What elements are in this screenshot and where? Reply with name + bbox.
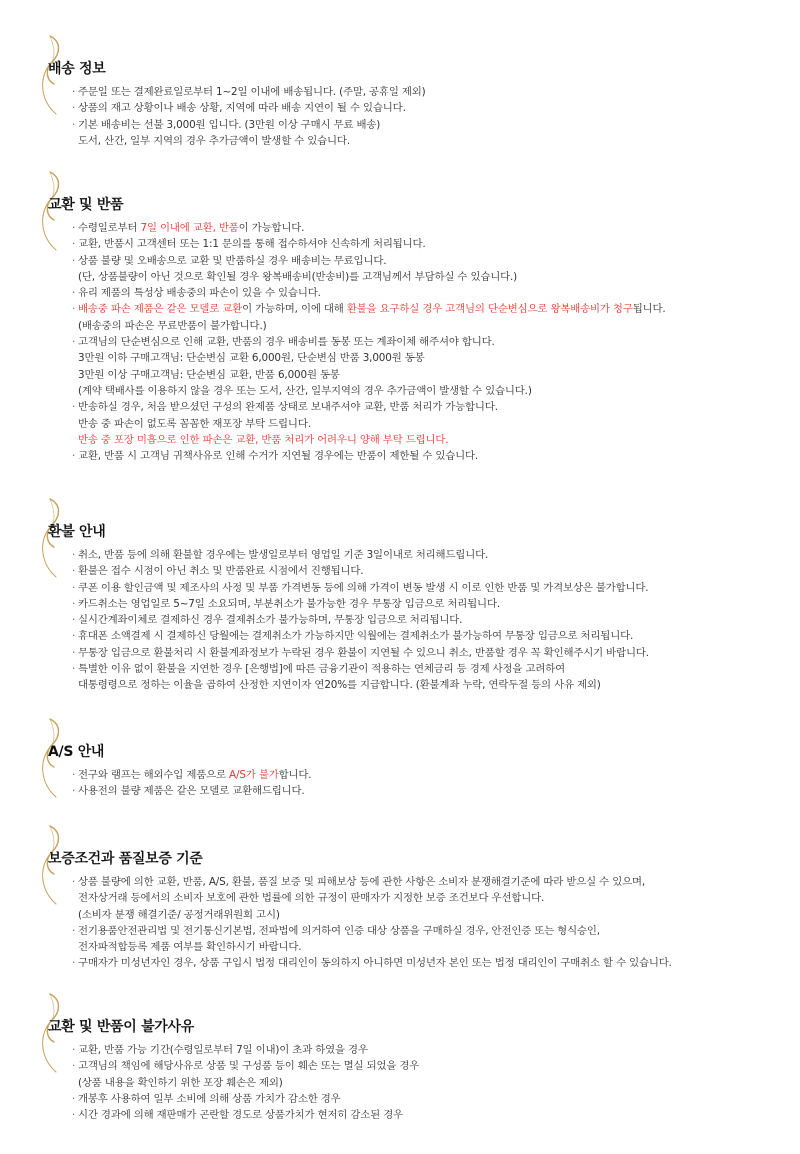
item-line (78, 563, 649, 579)
item-text: 기본 배송비는 선불 3,000원 입니다. (3만원 이상 구매시 무료 배송) (78, 118, 381, 131)
item-text: 반송 중 파손이 없도록 꼼꼼한 재포장 부탁 드립니다. (78, 417, 311, 430)
item-line (78, 767, 311, 783)
list-item (72, 767, 312, 783)
bullet-icon: · (72, 614, 76, 627)
item-line (78, 628, 649, 644)
list-item (72, 334, 666, 399)
list-item (72, 580, 649, 596)
bullet-icon: · (72, 646, 76, 659)
item-line (78, 939, 672, 955)
item-text: (계약 택배사를 이용하지 않을 경우 또는 도서, 산간, 일부지역의 경우 추가금액이 발생할 수 있습니다.) (78, 384, 532, 397)
section-list (72, 767, 312, 800)
item-text: 유리 제품의 특성상 배송중의 파손이 있을 수 있습니다. (78, 287, 321, 300)
list-item (72, 253, 666, 286)
list-item (72, 399, 666, 448)
bullet-icon: · (72, 401, 76, 414)
item-text: (소비자 분쟁 해결기준/ 공정거래위원회 고시) (78, 908, 280, 921)
item-text: 주문일 또는 결제완료일로부터 1~2일 이내에 배송됩니다. (주말, 공휴일 제외) (78, 86, 426, 98)
item-text: 반송하실 경우, 처음 받으셨던 구성의 완제품 상태로 보내주셔야 교환, 반품 처리가 가능합니다. (78, 401, 498, 414)
bullet-icon: · (72, 785, 76, 798)
list-item (72, 874, 672, 923)
item-text: 실시간계좌이체로 결제하신 경우 결제취소가 불가능하며, 무통장 입금으로 처리됩니다. (78, 614, 463, 627)
item-text: 고객님의 단순변심으로 인해 교환, 반품의 경우 배송비를 동봉 또는 계좌이체 해주셔야 합니다. (78, 336, 495, 349)
item-line (78, 416, 666, 432)
item-text: 이 가능합니다. (238, 222, 305, 234)
item-line (78, 318, 666, 334)
section-list (72, 220, 666, 464)
item-text: 이 가능하며, 이에 대해 (242, 303, 347, 316)
item-text: 환불은 접수 시점이 아닌 취소 및 반품완료 시점에서 진행됩니다. (78, 565, 364, 578)
item-line (78, 334, 666, 350)
item-text: 시간 경과에 의해 재판매가 곤란할 경도로 상품가치가 현저히 감소된 경우 (78, 1109, 403, 1122)
section-title: A/S 안내 (48, 744, 105, 760)
list-item (72, 117, 426, 150)
item-text: 상품 불량에 의한 교환, 반품, A/S, 환불, 품질 보증 및 피해보상 등에 관한 사항은 소비자 분쟁해결기준에 따라 받으실 수 있으며, (78, 876, 646, 888)
item-line (78, 596, 649, 612)
section-title: 환불 안내 (48, 524, 106, 540)
item-text: 개봉후 사용하여 일부 소비에 의해 상품 가치가 감소한 경우 (78, 1092, 341, 1105)
item-line (78, 269, 666, 285)
highlight-text: A/S가 불가 (229, 769, 279, 781)
list-item (72, 1058, 420, 1091)
bullet-icon: · (72, 1092, 76, 1105)
bullet-icon: · (72, 957, 76, 970)
list-item (72, 661, 649, 694)
item-text: 취소, 반품 등에 의해 환불할 경우에는 발생일로부터 영업일 기준 3일이내로 처리해드립니다. (78, 549, 489, 561)
item-line (78, 547, 649, 563)
item-text: 무통장 입금으로 환불처리 시 환불계좌정보가 누락된 경우 환불이 지연될 수 있으니 취소, 반품할 경우 꼭 확인해주시기 바랍니다. (78, 646, 649, 659)
item-line (78, 907, 672, 923)
list-item (72, 100, 426, 116)
item-text: 교환, 반품 시 고객님 귀책사유로 인해 수거가 지연될 경우에는 반품이 제한될 수 있습니다. (78, 450, 479, 463)
bullet-icon: · (72, 581, 76, 594)
list-item (72, 563, 649, 579)
bullet-icon: · (72, 549, 76, 561)
bullet-icon: · (72, 565, 76, 578)
item-line (78, 661, 649, 677)
section-list (72, 547, 649, 694)
bullet-icon: · (72, 336, 76, 349)
bullet-icon: · (72, 222, 76, 234)
item-text: 카드취소는 영업일로 5~7일 소요되며, 부분취소가 불가능한 경우 무통장 입금으로 처리됩니다. (78, 597, 500, 610)
item-line (78, 399, 666, 415)
section-list (72, 874, 672, 972)
bullet-icon: · (72, 876, 76, 888)
item-text: 됩니다. (632, 303, 666, 316)
bullet-icon: · (72, 1109, 76, 1122)
item-line (78, 612, 649, 628)
list-item (72, 84, 426, 100)
item-line (78, 383, 666, 399)
item-line (78, 448, 666, 464)
list-item (72, 220, 666, 236)
item-text: 특별한 이유 없이 환불을 지연한 경우 [은행법]에 따른 금융기관이 적용하는 연체금리 등 경제 사정을 고려하여 (78, 663, 565, 676)
section-list (72, 1042, 420, 1123)
item-line (78, 1091, 419, 1107)
highlight-text: 7일 이내에 교환, 반품 (140, 222, 239, 234)
list-item (72, 955, 672, 971)
item-text: 전구와 램프는 해외수입 제품으로 (78, 769, 230, 781)
item-text: 전기용품안전관리법 및 전기통신기본법, 전파법에 의거하여 인증 대상 상품을 구매하실 경우, 안전인증 또는 형식승인, (78, 924, 600, 937)
item-text: 전자상거래 등에서의 소비자 보호에 관한 법률에 의한 규정이 판매자가 지정한 보증 조건보다 우선합니다. (78, 892, 545, 905)
item-text: 전자파적합등록 제품 여부를 확인하시기 바랍니다. (78, 941, 302, 954)
list-item (72, 1107, 419, 1123)
item-text: 대통령령으로 정하는 이율을 곱하여 산정한 지연이자 연20%를 지급합니다. (환불계좌 누락, 연락두절 등의 사유 제외) (78, 679, 601, 692)
item-line (78, 84, 426, 100)
item-text: 상품 불량 및 오배송으로 교환 및 반품하실 경우 배송비는 무료입니다. (78, 254, 387, 267)
list-item (72, 783, 311, 799)
bullet-icon: · (72, 254, 76, 267)
item-line (78, 1058, 419, 1074)
item-line (78, 117, 426, 133)
item-line (78, 645, 649, 661)
item-line (78, 955, 672, 971)
list-item (72, 923, 672, 956)
section-title: 배송 정보 (48, 61, 106, 77)
item-text: 쿠폰 이용 할인금액 및 제조사의 사정 및 부품 가격변동 등에 의해 가격이 변동 발생 시 이로 인한 반품 및 가격보상은 불가합니다. (78, 581, 649, 594)
bullet-icon: · (72, 769, 76, 781)
item-line (78, 220, 666, 236)
item-line (78, 890, 672, 906)
item-line (78, 432, 666, 448)
item-line (78, 236, 666, 252)
highlight-text: 배송중 파손 제품은 같은 모델로 교환 (78, 303, 243, 316)
item-line (78, 253, 666, 269)
list-item (72, 301, 666, 334)
list-item (72, 596, 649, 612)
item-text: 합니다. (278, 769, 312, 781)
item-text: 휴대폰 소액결제 시 결제하신 당월에는 결제취소가 가능하지만 익월에는 결제취소가 불가능하여 무통장 입금으로 처리됩니다. (78, 630, 634, 643)
item-line (78, 1075, 419, 1091)
item-text: 3만원 이상 구매고객님: 단순변심 교환, 반품 6,000원 동봉 (78, 368, 340, 381)
item-line (78, 350, 666, 366)
section-title: 교환 및 반품이 불가사유 (48, 1019, 194, 1035)
list-item (72, 285, 666, 301)
item-line (78, 677, 649, 693)
item-line (78, 580, 649, 596)
item-line (78, 367, 666, 383)
list-item (72, 1091, 419, 1107)
item-text: 3만원 이하 구매고객님: 단순변심 교환 6,000원, 단순변심 반품 3,000원 동봉 (78, 352, 425, 365)
item-line (78, 133, 426, 149)
item-line (78, 923, 672, 939)
item-text: 구매자가 미성년자인 경우, 상품 구입시 법정 대리인이 동의하지 아니하면 미성년자 본인 또는 법정 대리인이 구매취소 할 수 있습니다. (78, 957, 672, 970)
list-item (72, 1042, 419, 1058)
item-text: 고객님의 책임에 해당사유로 상품 및 구성품 등이 훼손 또는 멸실 되었을 경우 (78, 1060, 420, 1073)
section-list (72, 84, 426, 149)
bullet-icon: · (72, 86, 76, 98)
item-text: (배송중의 파손은 무료반품이 불가합니다.) (78, 319, 267, 332)
list-item (72, 628, 649, 644)
bullet-icon: · (72, 1044, 76, 1056)
list-item (72, 612, 649, 628)
list-item (72, 547, 649, 563)
bullet-icon: · (72, 630, 76, 643)
item-line (78, 783, 311, 799)
item-text: 수령일로부터 (78, 222, 141, 234)
item-line (78, 874, 672, 890)
bullet-icon: · (72, 1060, 76, 1073)
item-line (78, 301, 666, 317)
item-line (78, 1107, 419, 1123)
bullet-icon: · (72, 924, 76, 937)
item-text: 상품의 재고 상황이나 배송 상황, 지역에 따라 배송 지연이 될 수 있습니다. (78, 102, 406, 115)
highlight-text: 반송 중 포장 미흡으로 인한 파손은 교환, 반품 처리가 어려우니 양해 부탁 드립니다. (78, 433, 449, 446)
bullet-icon: · (72, 597, 76, 610)
list-item (72, 236, 666, 252)
item-line (78, 1042, 419, 1058)
bullet-icon: · (72, 287, 76, 300)
bullet-icon: · (72, 450, 76, 463)
item-text: 교환, 반품 가능 기간(수령일로부터 7일 이내)이 초과 하였을 경우 (78, 1044, 368, 1056)
list-item (72, 448, 666, 464)
item-text: (상품 내용을 확인하기 위한 포장 훼손은 제외) (78, 1076, 283, 1089)
list-item (72, 645, 649, 661)
item-text: 사용전의 불량 제품은 같은 모델로 교환해드립니다. (78, 785, 305, 798)
bullet-icon: · (72, 238, 76, 251)
highlight-text: 환불을 요구하실 경우 고객님의 단순변심으로 왕복배송비가 청구 (346, 303, 633, 316)
section-title: 보증조건과 품질보증 기준 (48, 851, 203, 867)
item-line (78, 100, 426, 116)
item-text: (단, 상품불량이 아닌 것으로 확인될 경우 왕복배송비(반송비)를 고객님께서 부담하실 수 있습니다.) (78, 270, 518, 283)
section-title: 교환 및 반품 (48, 197, 124, 213)
item-line (78, 285, 666, 301)
bullet-icon: · (72, 303, 76, 316)
bullet-icon: · (72, 102, 76, 115)
bullet-icon: · (72, 118, 76, 131)
bullet-icon: · (72, 663, 76, 676)
item-text: 도서, 산간, 일부 지역의 경우 추가금액이 발생할 수 있습니다. (78, 134, 350, 147)
item-text: 교환, 반품시 고객센터 또는 1:1 문의를 통해 접수하셔야 신속하게 처리됩니다. (78, 238, 426, 251)
